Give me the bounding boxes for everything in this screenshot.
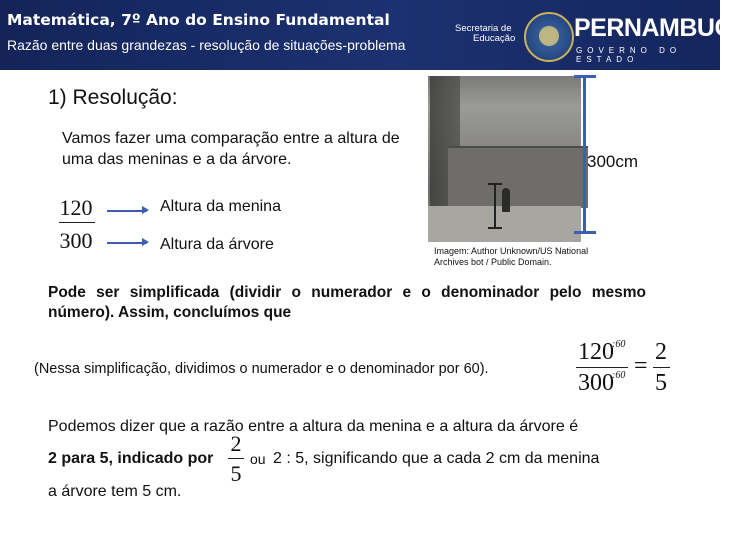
header-bar: [0, 0, 751, 70]
result-numerator: 2: [655, 339, 667, 365]
arrow-right-icon: [107, 242, 147, 244]
result-fraction-bar: [653, 367, 670, 368]
state-tagline: GOVERNO DO ESTADO: [576, 46, 682, 64]
arrow-right-icon: [107, 210, 147, 212]
secretaria-line1: Secretaria de: [455, 23, 512, 34]
photo-girls-and-tree: [428, 76, 581, 242]
mid-fraction-denominator: 5: [230, 461, 242, 486]
simp-divisor-bottom: :60: [612, 370, 626, 381]
state-name: PERNAMBUCO: [574, 14, 751, 42]
equals-sign: =: [634, 353, 648, 379]
simp-numerator: 120: [578, 339, 614, 365]
label-tree-height: Altura da árvore: [160, 236, 274, 253]
simp-divisor-top: :60: [612, 339, 626, 350]
fraction-numerator: 120: [59, 195, 93, 220]
label-girl-height: Altura da menina: [160, 198, 281, 215]
conclusion-ou: ou: [250, 451, 266, 467]
tree-height-cap-bottom: [574, 231, 596, 234]
intro-text: Vamos fazer uma comparação entre a altura de uma das meninas e a da árvore.: [62, 130, 400, 168]
parenthetical-note: (Nessa simplificação, dividimos o numerador e o denominador por 60).: [34, 361, 489, 377]
lesson-title: Matemática, 7º Ano do Ensino Fundamental: [7, 11, 390, 29]
girl-height-cap-bottom: [488, 227, 502, 229]
lesson-subtitle: Razão entre duas grandezas - resolução de situações-problema: [7, 37, 406, 53]
secretaria-logo-text: [455, 24, 515, 44]
section-title: 1) Resolução:: [48, 86, 178, 109]
conclusion-part2: 2 : 5, significando que a cada 2 cm da menina: [273, 450, 600, 467]
simp-denominator: 300: [578, 370, 614, 396]
tree-height-label: 300cm: [587, 152, 639, 171]
result-denominator: 5: [655, 370, 667, 396]
mid-fraction-numerator: 2: [230, 431, 242, 456]
state-seal-icon: [524, 12, 574, 62]
girl-figure: [502, 188, 510, 212]
simp-fraction-bar: [576, 367, 628, 368]
fraction-denominator: 300: [59, 228, 93, 253]
secretaria-line2: Educação: [473, 33, 516, 44]
tree-height-marker: [583, 77, 586, 232]
conclusion-line1: Podemos dizer que a razão entre a altura da menina e a altura da árvore é: [48, 418, 579, 435]
mid-fraction-bar: [228, 458, 244, 459]
conclusion-part1: 2 para 5, indicado por: [48, 450, 214, 467]
simplify-paragraph: Pode ser simplificada (dividir o numerador e o denominador pelo mesmo número). Assim, concluímos que: [48, 284, 646, 321]
image-credit: Imagem: Author Unknown/US National Archives bot / Public Domain.: [434, 246, 589, 267]
conclusion-line3: a árvore tem 5 cm.: [48, 483, 182, 500]
girl-height-marker: [494, 184, 496, 228]
fraction-bar: [59, 222, 95, 223]
